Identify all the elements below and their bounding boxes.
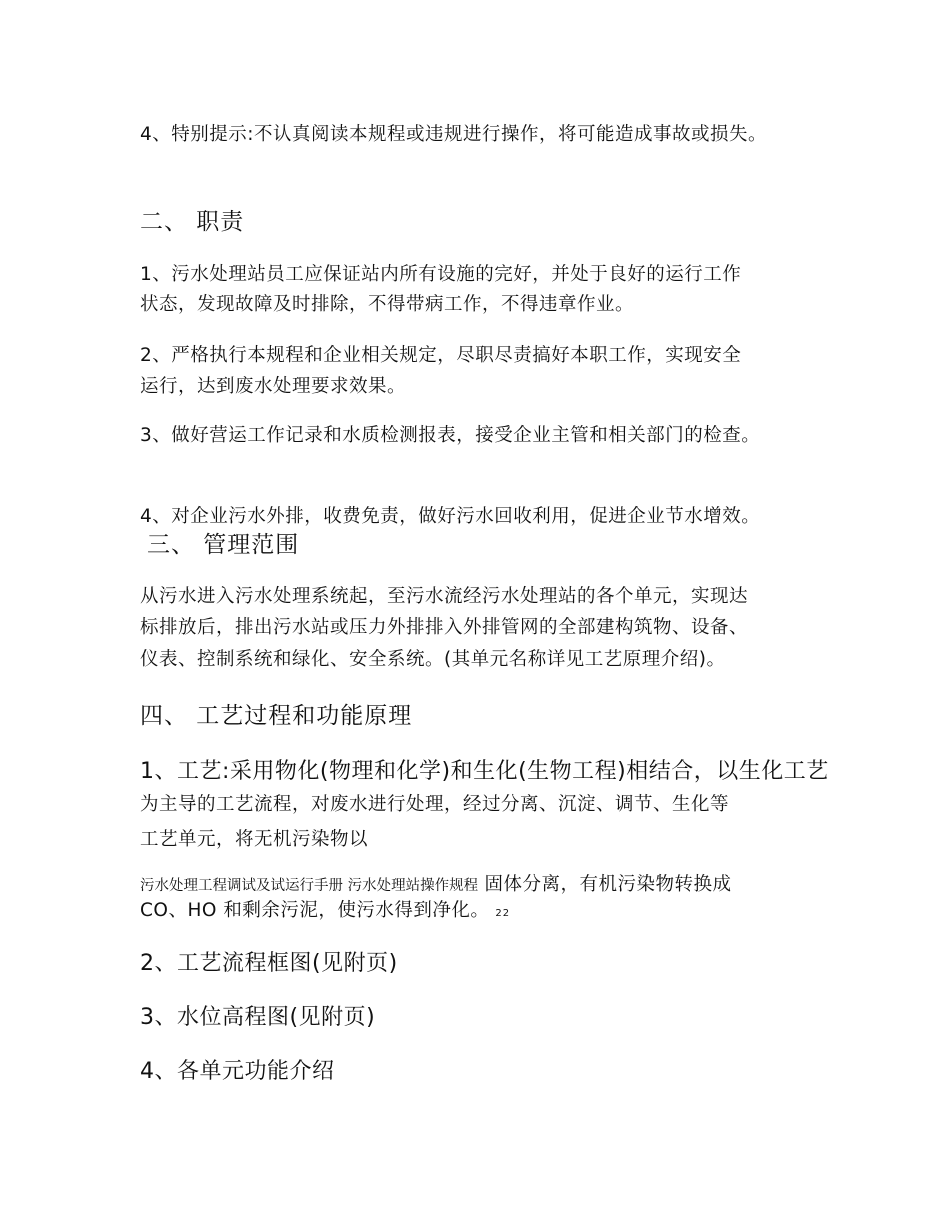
section-4-item-1-line-1-text: 1、工艺:采用物化(物理和化学)和生化(生物工程)相结合，以生化工艺 (140, 759, 829, 784)
subscript-note: 22 (495, 908, 511, 919)
section-4-item-2: 2、工艺流程框图(见附页) (140, 951, 398, 976)
section-4-item-1-line-4 (140, 870, 732, 896)
section-2-item-1-line-2: 状态，发现故障及时排除，不得带病工作，不得违章作业。 (140, 294, 635, 315)
section-2-item-4: 4、对企业污水外排，收费免责，做好污水回收利用，促进企业节水增效。 (140, 506, 761, 527)
section-4-item-1-line-2: 为主导的工艺流程，对废水进行处理，经过分离、沉淀、调节、生化等 (140, 794, 730, 815)
section-3-line-1: 从污水进入污水处理系统起，至污水流经污水处理站的各个单元，实现达 (140, 586, 749, 607)
section-4-item-3: 3、水位高程图(见附页) (140, 1005, 376, 1030)
section-2-item-1-line-1: 1、污水处理站员工应保证站内所有设施的完好，并处于良好的运行工作 (140, 264, 742, 285)
section-2-item-2-line-1: 2、严格执行本规程和企业相关规定，尽职尽责搞好本职工作，实现安全 (140, 345, 742, 366)
section-2-item-3: 3、做好营运工作记录和水质检测报表，接受企业主管和相关部门的检查。 (140, 425, 761, 446)
section-4-item-1-line-5 (140, 896, 510, 922)
section-4-item-1-line-1 (140, 754, 829, 785)
section-4-item-1-line-5-text: CO、HO 和剩余污泥，使污水得到净化。 (140, 900, 490, 921)
intro-item-4: 4、特别提示:不认真阅读本规程或违规进行操作，将可能造成事故或损失。 (140, 124, 768, 145)
section-3-line-2: 标排放后，排出污水站或压力外排排入外排管网的全部建构筑物、设备、 (140, 617, 749, 638)
section-3-heading: 三、 管理范围 (147, 532, 300, 558)
overlay-small-text: 污水处理工程调试及试运行手册 污水处理站操作规程 (140, 878, 479, 894)
section-4-heading: 四、 工艺过程和功能原理 (140, 703, 413, 729)
section-4-item-1-line-4-rest: 固体分离，有机污染物转换成 (484, 874, 732, 895)
section-3-line-3: 仪表、控制系统和绿化、安全系统。(其单元名称详见工艺原理介绍)。 (140, 649, 726, 670)
section-2-item-2-line-2: 运行，达到废水处理要求效果。 (140, 376, 407, 397)
section-2-heading: 二、 职责 (140, 209, 245, 235)
section-4-item-4: 4、各单元功能介绍 (140, 1059, 335, 1084)
section-4-item-1-line-3: 工艺单元，将无机污染物以 (140, 829, 369, 850)
